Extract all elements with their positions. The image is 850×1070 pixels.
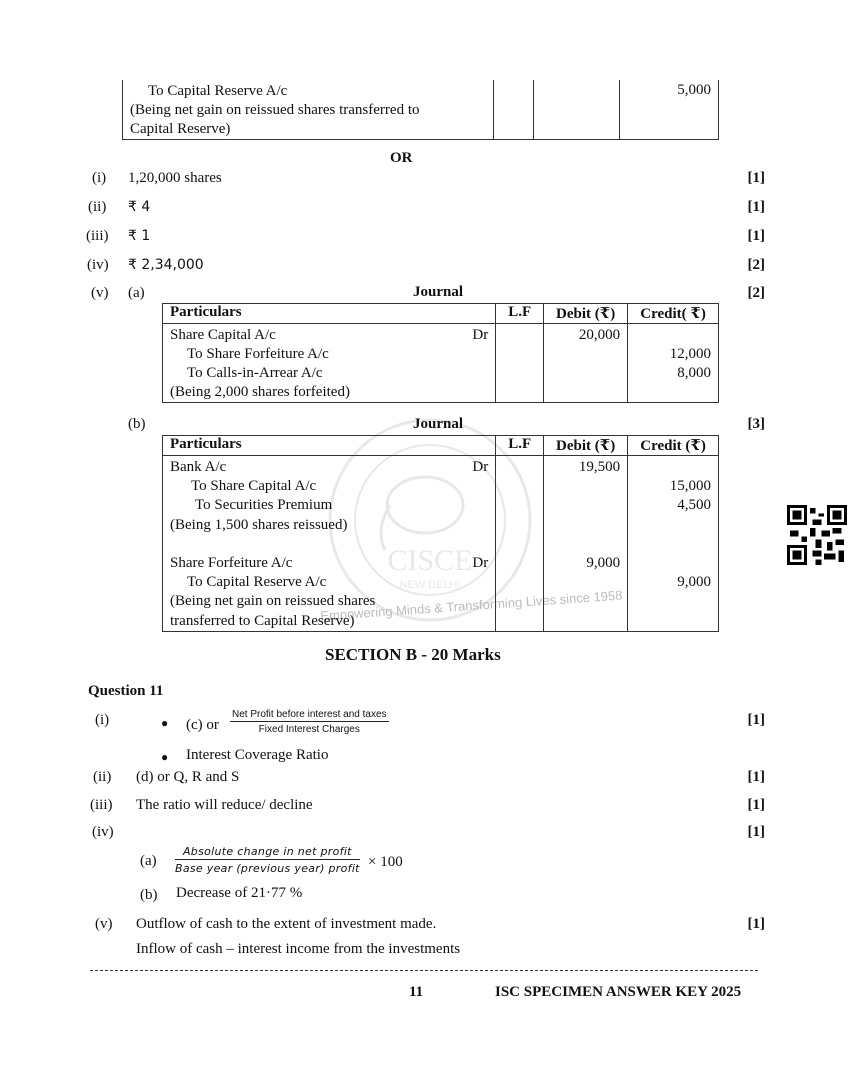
header-particulars: Particulars	[163, 304, 496, 324]
fraction-numerator: Net Profit before interest and taxes	[232, 709, 387, 720]
header-credit: Credit( ₹)	[628, 304, 719, 324]
debit-amount: 20,000	[578, 327, 621, 343]
journal-a-table	[162, 303, 719, 403]
answer-number: (iv)	[87, 257, 109, 273]
credit-amount: 4,500	[677, 497, 711, 514]
option-text: (c) or	[186, 717, 219, 733]
marks: [1]	[747, 712, 765, 728]
answer-text: Inflow of cash – interest income from the investments	[136, 941, 461, 957]
top-table-line: To Capital Reserve A/c	[148, 83, 288, 99]
top-table-line: Capital Reserve)	[130, 121, 231, 137]
sub-part-b: (b)	[140, 887, 158, 903]
watermark-city: NEW DELHI	[399, 579, 461, 591]
page-number: 11	[409, 984, 424, 1000]
fraction-formula	[230, 709, 389, 735]
marks: [2]	[747, 285, 765, 301]
answer-text: ₹ 1	[128, 228, 151, 244]
answer-text: Decrease of 21·77 %	[176, 885, 303, 901]
particular: To Capital Reserve A/c	[187, 574, 327, 591]
bullet: ●	[161, 716, 169, 730]
multiplier: × 100	[368, 854, 403, 870]
particular: (Being net gain on reissued shares	[170, 593, 376, 610]
journal-title: Journal	[413, 416, 464, 432]
particular: (Being 2,000 shares forfeited)	[170, 384, 350, 400]
answer-number: (ii)	[93, 769, 112, 785]
fraction-formula	[175, 845, 360, 875]
answer-number: (i)	[92, 170, 107, 186]
header-credit: Credit (₹)	[628, 436, 719, 456]
answer-number: (v)	[95, 916, 113, 932]
sub-part-a: (a)	[128, 285, 145, 301]
watermark-tagline: Empowering Minds & Transforming Lives since 1958	[319, 587, 623, 624]
section-heading: SECTION B - 20 Marks	[325, 645, 501, 664]
answer-text: ₹ 2,34,000	[128, 257, 204, 273]
top-journal-table	[122, 80, 719, 140]
answer-text: ₹ 4	[128, 199, 151, 215]
particular: (Being 1,500 shares reissued)	[170, 516, 348, 533]
particular: Bank A/c	[170, 459, 227, 475]
footer-divider	[90, 970, 758, 971]
bullet: ●	[161, 750, 169, 764]
credit-amount: 12,000	[669, 346, 711, 362]
header-lf: L.F	[496, 436, 544, 456]
watermark-org: CISCE	[387, 544, 473, 577]
marks: [1]	[747, 769, 765, 785]
answer-text: The ratio will reduce/ decline	[136, 797, 313, 813]
marks: [2]	[747, 257, 765, 273]
or-heading: OR	[390, 150, 413, 166]
marks: [1]	[747, 228, 765, 244]
dr-label: Dr	[472, 555, 489, 572]
header-debit: Debit (₹)	[544, 304, 628, 324]
fraction-denominator: Base year (previous year) profit	[175, 862, 360, 875]
marks: [1]	[747, 199, 765, 215]
fraction-numerator: Absolute change in net profit	[175, 845, 360, 860]
answer-number: (i)	[95, 712, 110, 728]
particular: To Securities Premium	[195, 497, 333, 514]
marks: [1]	[747, 797, 765, 813]
answer-text: Outflow of cash to the extent of investment made.	[136, 916, 437, 932]
particular: To Share Forfeiture A/c	[187, 346, 329, 362]
marks: [3]	[747, 416, 765, 432]
dr-label: Dr	[472, 327, 489, 343]
particular: Share Forfeiture A/c	[170, 555, 293, 572]
particular: To Calls-in-Arrear A/c	[187, 365, 323, 381]
fraction-denominator: Fixed Interest Charges	[258, 724, 360, 735]
debit-amount: 9,000	[586, 555, 621, 572]
marks: [1]	[747, 916, 765, 932]
credit-amount: 9,000	[677, 574, 711, 591]
debit-amount: 19,500	[578, 459, 621, 475]
credit-amount: 8,000	[677, 365, 711, 381]
header-particulars: Particulars	[163, 436, 496, 456]
answer-text: Interest Coverage Ratio	[186, 747, 329, 763]
qr-code-icon	[787, 505, 847, 565]
journal-title: Journal	[413, 284, 464, 300]
answer-text: 1,20,000 shares	[128, 170, 222, 186]
footer-title: ISC SPECIMEN ANSWER KEY 2025	[495, 984, 742, 1000]
marks: [1]	[747, 170, 765, 186]
particular: To Share Capital A/c	[191, 478, 317, 495]
answer-number: (iv)	[92, 824, 114, 840]
top-table-credit: 5,000	[620, 80, 719, 140]
sub-part-a: (a)	[140, 853, 157, 869]
particular: Share Capital A/c	[170, 327, 276, 343]
answer-number: (v)	[91, 285, 109, 301]
dr-label: Dr	[472, 459, 489, 475]
answer-text: (d) or Q, R and S	[136, 769, 240, 785]
particular: transferred to Capital Reserve)	[170, 612, 355, 629]
header-lf: L.F	[496, 304, 544, 324]
answer-number: (iii)	[90, 797, 113, 813]
question-heading: Question 11	[88, 683, 164, 699]
journal-b-table	[162, 435, 719, 632]
top-table-line: (Being net gain on reissued shares transferred to	[130, 102, 420, 118]
sub-part-b: (b)	[128, 416, 146, 432]
credit-amount: 15,000	[669, 478, 711, 495]
answer-number: (ii)	[88, 199, 107, 215]
answer-number: (iii)	[86, 228, 109, 244]
marks: [1]	[747, 824, 765, 840]
header-debit: Debit (₹)	[544, 436, 628, 456]
